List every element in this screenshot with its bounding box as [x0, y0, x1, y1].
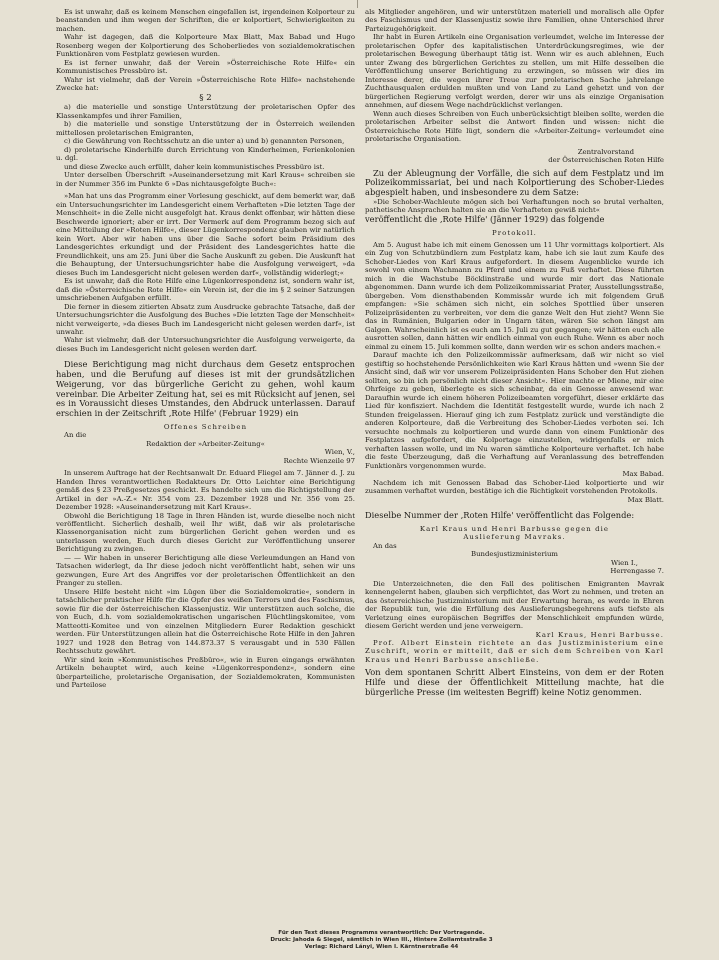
imprint-line: Druck: Jahoda & Siegel, sämtlich in Wien III., Hintere Zollamtsstraße 3 [270, 937, 493, 944]
commentary-paragraph: Dieselbe Nummer der ‚Roten Hilfe' veröffentlicht das Folgende: [365, 510, 635, 520]
imprint-footer [56, 930, 707, 951]
paragraph: Die ferner in diesem zitierten Absatz zum Ausdrucke gebrachte Tatsache, daß der Untersuchungsrichter die Ausfolgung des Buches »Die letzten Tage der Menschheit« nicht verweigerte, »da dieses Buch im Landesgericht nicht gelesen werden darf«, ist unwahr. [56, 302, 355, 336]
list-item: a) die materielle und sonstige Unterstützung der proletarischen Opfer des Klassenkampfes und ihrer Familien, [56, 103, 355, 120]
signature-line: Zentralvorstand [577, 147, 634, 156]
letter-recipient: Redaktion der »Arbeiter-Zeitung« [146, 439, 265, 448]
paragraph: Wahr ist vielmehr, daß der Untersuchungsrichter die Ausfolgung verweigerte, da dieses Buch im Landesgericht nicht gelesen werden darf. [56, 336, 355, 353]
letter-address-city: Wien, V., [324, 448, 355, 457]
paragraph: Obwohl die Berichtigung 18 Tage in Ihren Händen ist, wurde dieselbe noch nicht veröffentlicht. Sicherlich deshalb, weil Ihr wißt, daß wir als proletarische Klassenorganisation nicht zum bürgerlichen Gericht gehen werden und es unterlassen werden, Euch durch dieses Gericht zur Veröffentlichung unserer Berichtigung zu zwingen. [56, 511, 355, 554]
letter-title: Karl Kraus und Henri Barbusse gegen die [419, 524, 610, 533]
list-item: b) die materielle und sonstige Unterstützung der in Österreich weilenden mittellosen proletarischen Emigranten, [56, 120, 355, 137]
paragraph: Die Unterzeichneten, die den Fall des politischen Emigranten Mavrak kennengelernt haben, glauben sich verpflichtet, das Wort zu nehmen, und treten an das österreichische Justizministerium mit der Erwartung heran, es werde in Ehren der Republik tun, wie die Erfüllung des Auslieferungsbegehrens aufs tiefste als Verletzung eines europäischen Begriffes der Menschlichkeit empfunden würde, diesem Gericht werden und jene verweigern. [365, 579, 664, 631]
signature-line: Karl Kraus, Henri Barbusse. [535, 630, 664, 639]
paragraph: Darauf machte ich den Polizeikommissär aufmerksam, daß wir nicht so viel gestiftig so hochstehende Persönlichkeiten wie Karl Kraus hätten und »wenn Sie der Ansicht sind, daß wir vor unserem Polizeipräsidenten Hans Schober den Hut ziehen sollten, so bin ich persönlich nicht dieser Ansicht«. Hier machte er Miene, mir eine Ohrfeige zu geben, überlegte es sich scheinbar, da ein Genosse anwesend war. Daraufhin wurde ich einem höheren Polizeibeamten vorgeführt, dieser erklärte das Lied für konfisziert. Nachdem die Identität festgestellt wurde, wurde ich nach 2 Stunden freigelassen. Hierauf ging ich zum Festplatz zurück und verständigte die anderen Kolporteure, daß die Verbreitung des Schober-Liedes verboten sei. Ich versuchte nochmals zu kolportieren und wurde dann von einem Funktionär des Festplatzes aufgefordert, die Kolportage einzustellen, widrigenfalls er mich verhaften lassen wolle, und im Nu waren sämtliche Kolporteure verhaftet. Ich habe die feste Überzeugung, daß die Verhaftung auf Veranlassung des betreffenden Funktionärs vorgenommen wurde. [365, 351, 664, 470]
signature-line: Max Babad. [622, 470, 664, 479]
letter-title: Auslieferung Mavraks. [463, 533, 566, 542]
imprint-line: Verlag: Richard Lányi, Wien I. Kärntnerstraße 44 [304, 944, 459, 951]
letter-recipient: Bundesjustizministerium [471, 550, 558, 559]
section-heading: § 2 [199, 92, 212, 103]
commentary-paragraph: Diese Berichtigung mag nicht durchaus dem Gesetz entsprochen haben, und die Berufung auf dieses ist mit der grundsätzlichen Weigerung, vor das bürgerliche Gericht zu gehen, wohl kaum vereinbar. Die Arbeiter Zeitung hat, sei es mit Rücksicht auf jenen, sei es in Voraussicht dieses Umstandes, den Abdruck unterlassen. Darauf erschien in der Zeitschrift ‚Rote Hilfe' (Februar 1929) ein [56, 359, 355, 418]
paragraph: Es ist unwahr, daß es keinem Menschen eingefallen ist, irgendeinen Kolporteur zu beanstanden und ihm wegen der Schriften, die er kolportiert, Schwierigkeiten zu machen. [56, 8, 355, 33]
paragraph: Unsere Hilfe besteht nicht »im Lügen über die Sozialdemokratie«, sondern in tatsächlicher praktischer Hilfe für die Opfer des weißen Terrors und des Faschismus, sowie für die der österreichischen Klassenjustiz. Wir unterstützen auch solche, die von Euch, d.h. vom sozialdemokratischen ungarischen Flüchtlingskomitee, vom Matteotti-Komitee und von einzelnen Mitgliedern Eurer Redaktion geschickt werden. Für Unterstützungen allein hat die Österreichische Rote Hilfe in den Jahren 1927 und 1928 den Betrag von 144.873.37 S verausgabt und in 530 Fällen Rechtsschutz gewährt. [56, 587, 355, 656]
imprint-line: Für den Text dieses Programms verantwortlich: Der Vortragende. [278, 930, 485, 936]
commentary-paragraph: veröffentlicht die ‚Rote Hilfe' (Jänner 1929) das folgende [365, 213, 605, 224]
right-column [365, 8, 664, 936]
paragraph: Es ist unwahr, daß die Rote Hilfe eine Lügenkorrespondenz ist, sondern wahr ist, daß die »Österreichische Rote Hilfe« ein Verein ist, der die im § 2 seiner Satzungen umschriebenen Aufgaben erfüllt. [56, 277, 355, 303]
signature-line: der Österreichischen Roten Hilfe [548, 156, 664, 165]
list-item: d) proletarische Kinderhilfe durch Errichtung von Kinderheimen, Ferienkolonien u. dgl. [56, 145, 355, 163]
paragraph: und diese Zwecke auch erfüllt, daher kein kommunistisches Pressbüro ist. [64, 162, 325, 171]
paragraph: Es ist ferner unwahr, daß der Verein »Österreichische Rote Hilfe« ein Kommunistisches Pressbüro ist. [56, 58, 355, 76]
paragraph: Unter derselben Überschrift »Auseinandersetzung mit Karl Kraus« schreiben sie in der Nummer 356 im Punkte 6 »Das nichtausgefolgte Buch«: [56, 171, 355, 188]
fold-mark [357, 0, 358, 8]
block-quote: »Die Schober-Wachleute mögen sich bei Verhaftungen noch so brutal verhalten, pathetische Ansprachen halten sie an die Verhafteten gewiß nicht« [365, 197, 664, 215]
letter-title: Offenes Schreiben [163, 422, 248, 431]
signature-line: Max Blatt. [627, 495, 664, 504]
block-quote: »Man hat uns das Programm einer Vorlesung geschickt, auf dem bemerkt war, daß ein Untersuchungsrichter im Landesgericht einem Verhafteten »Die letzten Tage der Menschheit« in die Zelle nicht ausgefolgt hat. Kraus denkt offenbar, wir hätten diese Beschwerde ignoriert; aber er irrt. Der Vermerk auf dem Programm bezog sich auf eine Mitteilung der »Roten Hilfe«, dieser Lügenkorrespondenz glauben wir natürlich kein Wort. Aber wir haben uns über die Sache sofort beim Präsidium des Landesgerichtes erkundigt und der Präsident des Landesgerichtes hatte die Freundlichkeit, uns am 25. Juni über die Sache Auskunft zu geben. Die Auskunft hat die Behauptung, der Untersuchungsrichter habe die Ausfolgung verweigert, »da dieses Buch im Landesgericht nicht gelesen werden darf«, vollständig widerlegt;« [56, 192, 355, 277]
paragraph: In unserem Auftrage hat der Rechtsanwalt Dr. Eduard Fliegel am 7. Jänner d. J. zu Handen Ihres verantwortlichen Redakteurs Dr. Otto Leichter eine Berichtigung gemäß des § 23 Preßgesetzes geschickt. Es handelte sich um die Richtigstellung der Artikel in der »A.-Z.« Nr. 354 vom 23. Dezember 1928 und Nr. 356 vom 25. Dezember 1928: »Auseinandersetzung mit Karl Kraus«. [56, 469, 355, 512]
paragraph: Wahr ist vielmehr, daß der Verein »Österreichische Rote Hilfe« nachstehende Zwecke hat: [56, 75, 355, 93]
letter-recipient-prefix: An die [64, 431, 87, 440]
paragraph: Ihr habt in Euren Artikeln eine Organisation verleumdet, welche im Interesse der proletarischen Opfer des kapitalistischen Unterdrückungsregimes, wie der proletarischen Bewegung überhaupt tätig ist. Wenn wir es auch ablehnen, Euch unter Zwang des bürgerlichen Gerichtes zu stellen, um mit Hilfe desselben die Veröffentlichung unserer Berichtigung zu erzwingen, so müssen wir dies im Interesse derer, die wegen ihrer Treue zur proletarischen Sache jahrelange Zuchthausqualen erdulden mußten und von Land zu Land gehetzt und von der bürgerlichen Regierung verfolgt werden, derer wir uns als einzige Organisation annehmen, auf diesem Wege nachdrücklichst verlangen. [365, 33, 664, 110]
paragraph: Wir sind kein »Kommunistisches Preßbüro«, wie in Euren eingangs erwähnten Artikeln behauptet wird, auch keine »Lügenkorrespondenz«, sondern eine überparteiliche, proletarische Organisation, der Sozialdemokraten, Kommunisten und Parteilose [56, 655, 355, 690]
letter-address-street: Herrengasse 7. [610, 567, 664, 576]
letter-address-city: Wien I., [611, 558, 638, 567]
paragraph: — — Wir haben in unserer Berichtigung alle diese Verleumdungen an Hand von Tatsachen widerlegt, da Ihr diese jedoch nicht veröffentlicht habt, sehen wir uns gezwungen, Eure Art des Angriffes vor der proletarischen Öffentlichkeit an den Pranger zu stellen. [56, 553, 355, 588]
paragraph: als Mitglieder angehören, und wir unterstützen materiell und moralisch alle Opfer des Faschismus und der Klassenjustiz sowie ihre Familien, ohne Unterschied ihrer Parteizugehörigkeit. [365, 8, 664, 33]
paragraph: Wenn auch dieses Schreiben von Euch unberücksichtigt bleiben sollte, werden die proletarischen Arbeiter selbst die Antwort finden und wissen: nicht die Österreichische Rote Hilfe lügt, sondern die »Arbeiter-Zeitung« verleumdet eine proletarische Organisation. [365, 109, 664, 144]
commentary-paragraph: Zu der Ableugnung der Vorfälle, die sich auf dem Festplatz und im Polizeikommissariat, bei und nach Kolportierung des Schober-Liedes abgespielt haben, und insbesondere zu dem Satze: [365, 167, 664, 198]
left-column [56, 8, 355, 936]
paragraph: Prof. Albert Einstein richtete an das Justizministerium eine Zuschrift, worin er mitteilt, daß er sich dem Schreiben von Karl Kraus und Henri Barbusse anschließe. [365, 639, 664, 664]
commentary-paragraph: Von dem spontanen Schritt Albert Einsteins, von dem er der Roten Hilfe und diese der Öffentlichkeit Mitteilung machte, hat die bürgerliche Presse (im weitesten Begriff) keine Notiz genommen. [365, 667, 664, 697]
letter-address-street: Rechte Wienzeile 97 [283, 456, 355, 465]
paragraph: Nachdem ich mit Genossen Babad das Schober-Lied kolportierte und wir zusammen verhaftet wurden, bestätige ich die Richtigkeit vorstehenden Protokolls. [365, 478, 664, 496]
letter-recipient-prefix: An das [373, 541, 397, 550]
list-item: c) die Gewährung von Rechtsschutz an die unter a) und b) genannten Personen, [64, 137, 345, 146]
protocol-title: Protokoll. [492, 228, 537, 237]
paragraph: Wahr ist dagegen, daß die Kolporteure Max Blatt, Max Babad und Hugo Rosenberg wegen der Kolportierung des Schoberliedes von sozialdemokratischen Funktionären vom Festplatz gewiesen wurden. [56, 33, 355, 59]
paragraph: Am 5. August habe ich mit einem Genossen um 11 Uhr vormittags kolportiert. Als ein Zug von Schutzbündlern zum Festplatz kam, habe ich sie laut zum Kaufe des Schober-Liedes von Karl Kraus aufgefordert. In diesem Augenblicke wurde ich sowohl von einem Wachmann zu Pferd und einem zu Fuß verhaftet. Diese führten mich in die Wachstube Böcklinstraße und wurde mir dort das Nationale abgenommen. Dann wurde ich dem Polizeikommissariat Prater, Ausstellungsstraße, übergeben. Vom diensthabenden Kommissär wurde ich mit folgendem Gruß empfangen: »Sie schämen sich nicht, ein solches Spottlied über unseren Polizeipräsidenten zu verbreiten, vor dem die ganze Welt den Hut zieht? Wenn Sie das in Rumänien, Bulgarien oder in Ungarn täten, wären Sie schon längst am Galgen. Wahrscheinlich ist es euch am 15. Juli zu gut gegangen; wir hätten euch alle ausrotten sollen, dann hätten wir endlich einmal von euch Ruhe. Wenn es aber noch einmal zu einem 15. Juli kommen sollte, dann werden wir es schon anders machen.« [365, 240, 664, 351]
